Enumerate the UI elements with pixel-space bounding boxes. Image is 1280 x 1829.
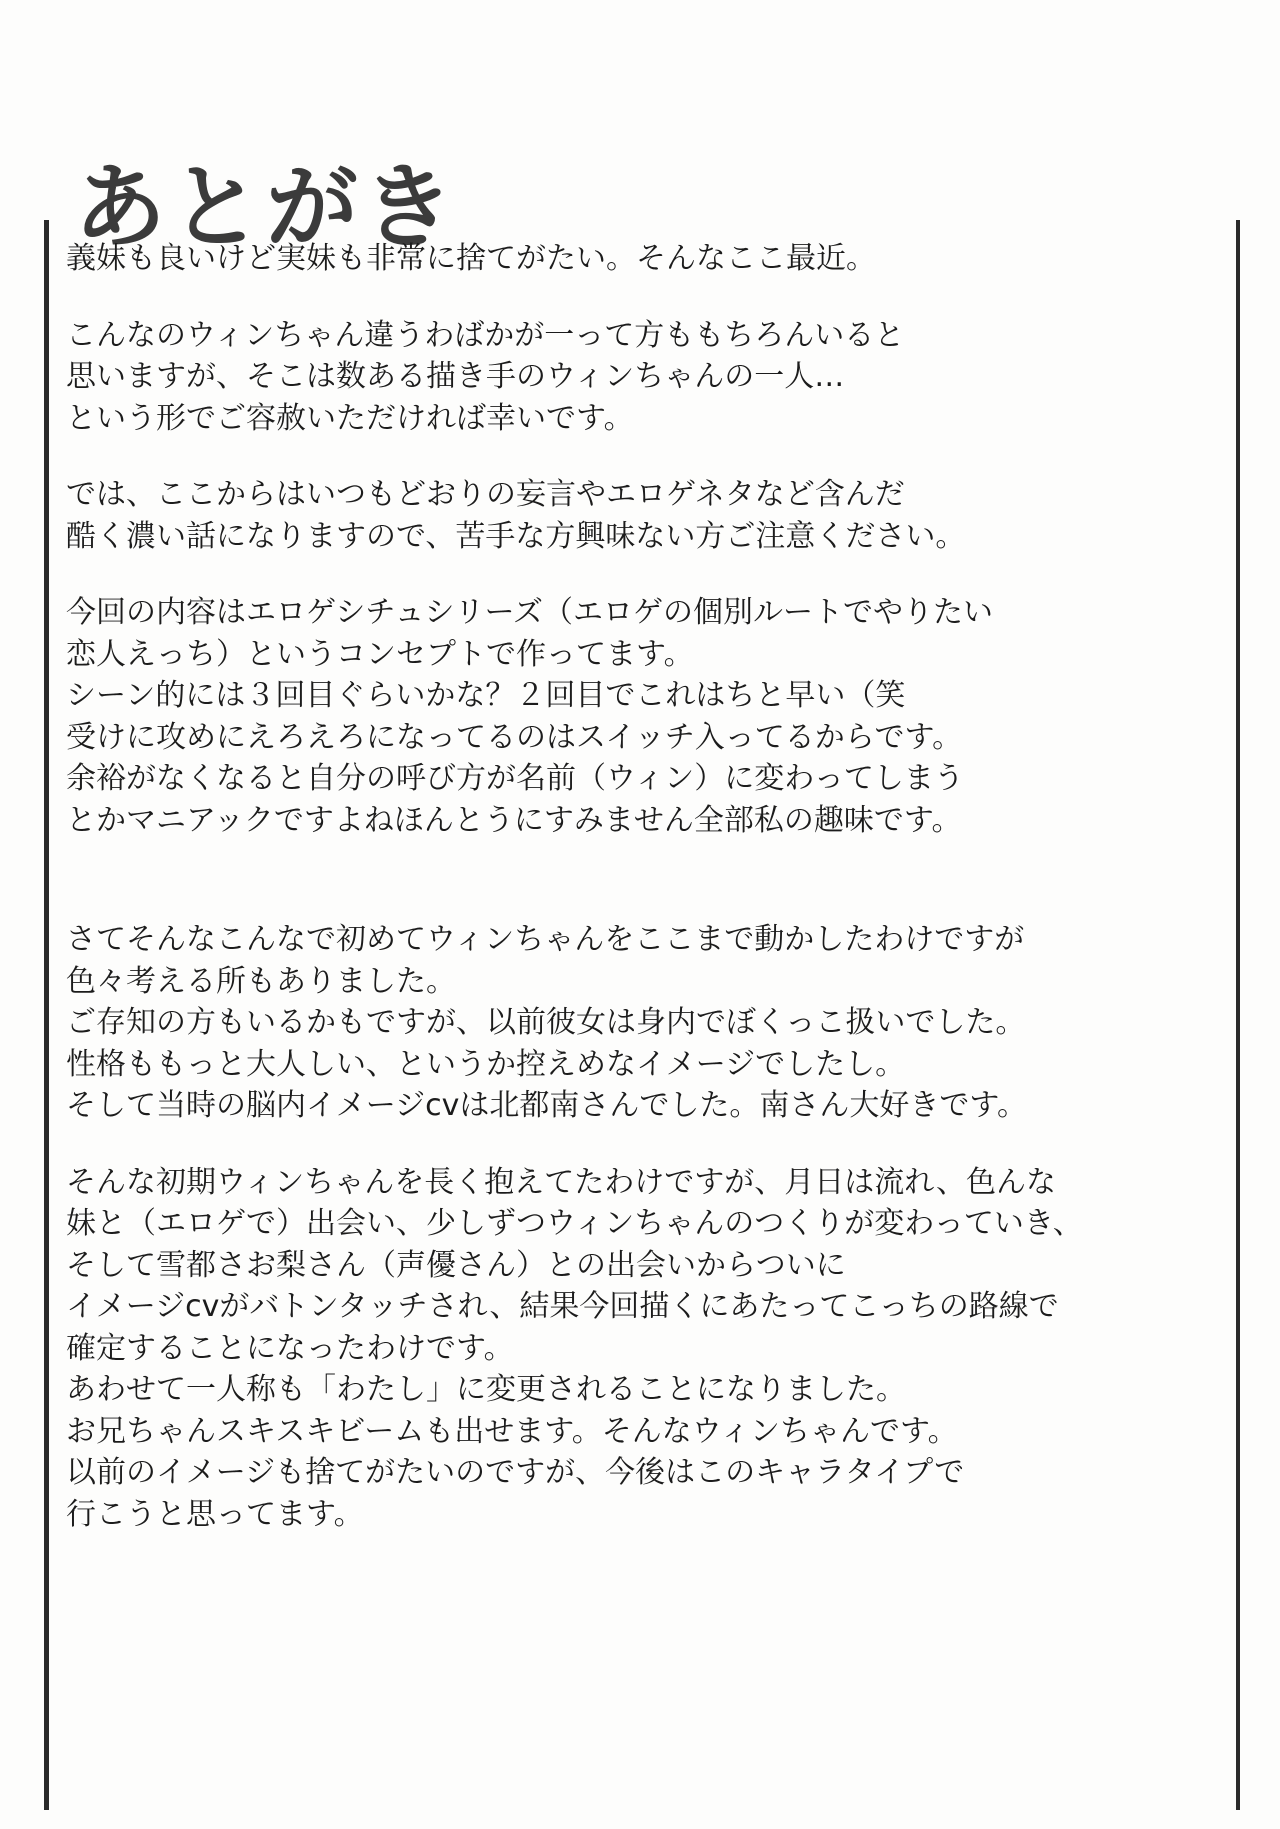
text-line: 義妹も良いけど実妹も非常に捨てがたい。そんなここ最近。 (66, 241, 876, 276)
text-line: 妹と（エロゲで）出会い、少しずつウィンちゃんのつくりが変わっていき、 (66, 1206, 1083, 1241)
paragraph (66, 315, 1226, 440)
text-line: 行こうと思ってます。 (66, 1496, 364, 1532)
text-line: そして雪都さお梨さん（声優さん）との出会いからついに (66, 1247, 846, 1283)
text-line: 色々考える所もありました。 (66, 963, 456, 999)
text-line: 性格ももっと大人しい、というか控えめなイメージでしたし。 (66, 1046, 906, 1082)
text-line: そんな初期ウィンちゃんを長く抱えてたわけですが、月日は流れ、色んな (66, 1164, 1056, 1200)
text-line: お兄ちゃんスキスキビームも出せます。そんなウィンちゃんです。 (66, 1413, 958, 1449)
text-line: ご存知の方もいるかもですが、以前彼女は身内でぼくっこ扱いでした。 (66, 1005, 1026, 1040)
paragraph (66, 592, 1226, 841)
text-line: こんなのウィンちゃん違うわばかが一って方ももちろんいると (66, 317, 905, 353)
paragraph (66, 238, 1226, 280)
text-line: そして当時の脳内イメージcvは北都南さんでした。南さん大好きです。 (66, 1088, 1027, 1123)
paragraph (66, 1162, 1226, 1536)
text-line: では、ここからはいつもどおりの妄言やエロゲネタなど含んだ (66, 477, 905, 512)
right-border-rule (1236, 220, 1240, 1810)
page-title: あとがき (74, 153, 459, 261)
text-line: 思いますが、そこは数ある描き手のウィンちゃんの一人… (66, 359, 845, 394)
text-line: シーン的には３回目ぐらいかな？２回目でこれはちと早い（笑 (66, 678, 906, 713)
text-line: イメージcvがバトンタッチされ、結果今回描くにあたってこっちの路線で (66, 1289, 1059, 1324)
afterword-body (66, 238, 1226, 1570)
text-line: 確定することになったわけです。 (66, 1330, 514, 1366)
text-line: 受けに攻めにえろえろになってるのはスイッチ入ってるからです。 (66, 719, 963, 755)
text-line: さてそんなこんなで初めてウィンちゃんをここまで動かしたわけですが (66, 922, 1025, 957)
text-line: とかマニアックですよねほんとうにすみません全部私の趣味です。 (66, 802, 962, 838)
text-line: あわせて一人称も「わたし」に変更されることになりました。 (66, 1372, 906, 1407)
text-line: という形でご容赦いただければ幸いです。 (66, 400, 634, 436)
text-line: 恋人えっち）というコンセプトで作ってます。 (66, 636, 694, 672)
paragraph (66, 919, 1226, 1127)
text-line: 今回の内容はエロゲシチュシリーズ（エロゲの個別ルートでやりたい (66, 595, 993, 630)
paragraph (66, 474, 1226, 557)
text-line: 以前のイメージも捨てがたいのですが、今後はこのキャラタイプで (66, 1455, 965, 1490)
left-border-rule (44, 220, 49, 1810)
text-line: 酷く濃い話になりますので、苦手な方興味ない方ご注意ください。 (66, 518, 966, 554)
text-line: 余裕がなくなると自分の呼び方が名前（ウィン）に変わってしまう (66, 761, 964, 796)
